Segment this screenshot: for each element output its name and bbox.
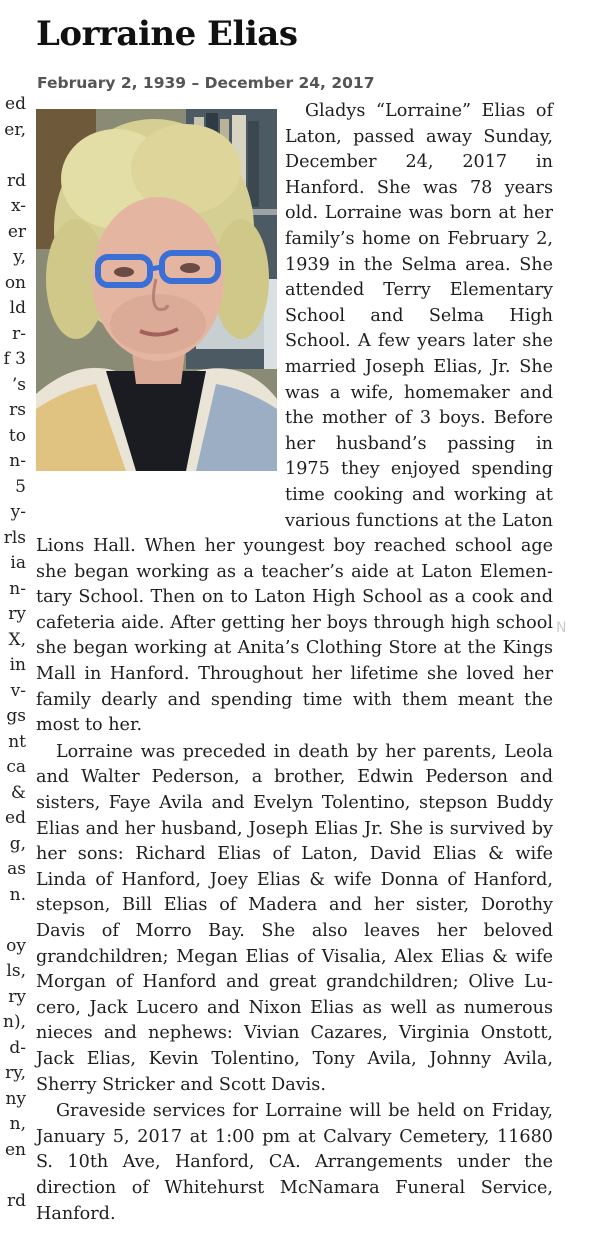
obituary-paragraph-1: Gladys “Lorraine” Elias of Laton, passed away Sunday, December 24, 2017 in Hanford. She was 78 years old. Lorraine was born at her family’s home on February 2, 1939 in the Selma area. She attended Terry Elementary School and Selma High School. A few years later she married Joseph Elias, Jr. She was a wife, homemaker and the mother of 3 boys. Before her husband’s passing in 1975 they enjoyed spending time cooking and working at various functions at the Laton Lions Hall. When her youngest boy reached school age she began working as a teacher’s aide at Laton Elementary School. Then on to Laton High School as a cook and cafeteria aide. After getting her boys through high school she began working at Anita’s Clothing Store at the Kings Mall in Hanford. Throughout her lifetime she loved her family dearly and spending time with them meant the most to her. bbox=[36, 101, 554, 736]
neighbor-fragment: y, bbox=[13, 247, 26, 267]
neighbor-fragment: ry bbox=[8, 604, 26, 624]
neighbor-fragment: n. bbox=[9, 884, 26, 905]
neighbor-fragment: ca bbox=[6, 757, 26, 777]
neighbor-fragment bbox=[0, 143, 26, 169]
neighbor-fragment: ry bbox=[8, 986, 26, 1007]
neighbor-column-fragments bbox=[0, 92, 26, 1214]
neighbor-fragment: & bbox=[10, 782, 26, 803]
stray-print-mark: N bbox=[556, 620, 567, 636]
neighbor-fragment: ld bbox=[9, 298, 26, 318]
portrait-photo bbox=[36, 109, 277, 471]
neighbor-fragment: rd bbox=[6, 1190, 26, 1211]
neighbor-fragment: n- bbox=[9, 578, 26, 599]
neighbor-fragment: to bbox=[8, 425, 26, 446]
neighbor-fragment: en bbox=[4, 1139, 26, 1160]
neighbor-fragment: on bbox=[4, 272, 26, 293]
neighbor-fragment: oy bbox=[6, 935, 26, 956]
neighbor-fragment: d- bbox=[9, 1037, 26, 1058]
neighbor-fragment: ’s bbox=[11, 374, 26, 395]
neighbor-fragment: ed bbox=[5, 808, 26, 828]
neighbor-fragment: n), bbox=[3, 1012, 26, 1032]
neighbor-fragment bbox=[0, 908, 26, 934]
neighbor-fragment: ia bbox=[10, 553, 26, 573]
life-dates: February 2, 1939 – December 24, 2017 bbox=[37, 74, 375, 92]
obituary-paragraph-3: Graveside services for Lorraine will be held on Friday, January 5, 2017 at 1:00 pm at Calvary Cemetery, 11680 S. 10th Ave, Hanford, CA. Arrangements under the direction of Whitehurst McNamara Funeral Service, Hanford. bbox=[36, 1101, 553, 1224]
neighbor-fragment: n, bbox=[9, 1114, 26, 1134]
neighbor-fragment bbox=[0, 1163, 26, 1189]
neighbor-fragment: rls bbox=[3, 527, 26, 548]
portrait-illustration bbox=[36, 109, 277, 471]
neighbor-fragment: ry, bbox=[5, 1063, 26, 1083]
neighbor-fragment: ed bbox=[5, 94, 26, 114]
obituary-paragraph-2: Lorraine was preceded in death by her parents, Leola and Walter Pederson, a brother, Edwin Pederson and sisters, Faye Avila and Evelyn Tolentino, stepson Buddy Elias and her husband, Joseph Elias Jr. She is survived by her sons: Richard Elias of Laton, David Elias & wife Linda of Hanford, Joey Elias & wife Donna of Hanford, stepson, Bill Elias of Madera and her sister, Dorothy Davis of Morro Bay. She also leaves her beloved grandchildren; Megan Elias of Visalia, Alex Elias & wife Morgan of Hanford and great grandchildren; Olive Lucero, Jack Lucero and Nixon Elias as well as numerous nieces and nephews: Vivian Cazares, Virginia Onstott, Jack Elias, Kevin Tolentino, Tony Avila, Johnny Avila, Sherry Stricker and Scott Davis. bbox=[36, 741, 553, 1095]
neighbor-fragment: er, bbox=[4, 119, 26, 140]
neighbor-fragment: f 3 bbox=[3, 349, 26, 369]
neighbor-fragment: g, bbox=[9, 833, 26, 854]
neighbor-fragment: n- bbox=[9, 451, 26, 471]
neighbor-fragment: rd bbox=[6, 170, 26, 191]
neighbor-fragment: er bbox=[7, 221, 26, 242]
neighbor-fragment: v- bbox=[10, 680, 26, 701]
neighbor-fragment: gs bbox=[6, 706, 26, 726]
neighbor-fragment: x- bbox=[10, 196, 26, 216]
obituary-headline: Lorraine Elias bbox=[36, 14, 298, 54]
neighbor-fragment: rs bbox=[9, 400, 26, 420]
neighbor-fragment: nt bbox=[8, 731, 26, 752]
neighbor-fragment: r- bbox=[12, 323, 26, 344]
neighbor-fragment: X, bbox=[8, 629, 26, 650]
neighbor-fragment: ls, bbox=[6, 961, 26, 981]
neighbor-fragment: as bbox=[7, 859, 26, 879]
neighbor-fragment: 5 bbox=[15, 476, 26, 497]
neighbor-fragment: in bbox=[9, 655, 26, 675]
neighbor-fragment: ny bbox=[5, 1088, 26, 1109]
neighbor-fragment: y- bbox=[10, 502, 26, 522]
